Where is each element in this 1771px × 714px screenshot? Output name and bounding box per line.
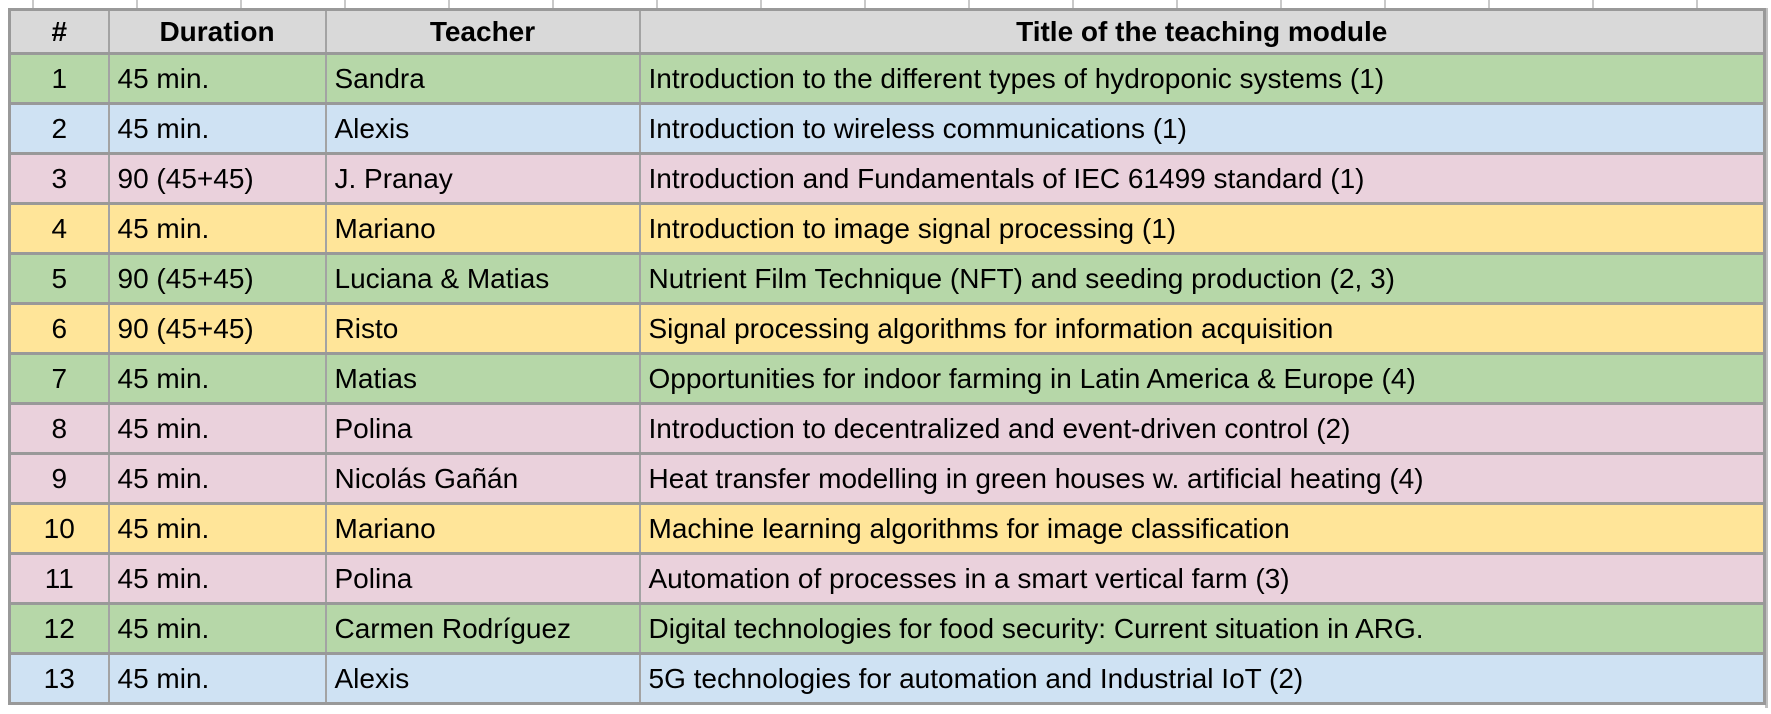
cell-num[interactable]: 10	[10, 504, 109, 554]
header-cell-title[interactable]: Title of the teaching module	[640, 10, 1765, 54]
header-row	[10, 10, 1765, 54]
cell-duration[interactable]: 45 min.	[109, 204, 326, 254]
cell-teacher[interactable]: Alexis	[326, 654, 640, 704]
table-row	[10, 254, 1765, 304]
cell-title[interactable]: Introduction to the different types of hydroponic systems (1)	[640, 54, 1765, 104]
header-cell-duration[interactable]: Duration	[109, 10, 326, 54]
cell-title[interactable]: Introduction to wireless communications (1)	[640, 104, 1765, 154]
table-row	[10, 54, 1765, 104]
cell-duration[interactable]: 90 (45+45)	[109, 154, 326, 204]
cell-num[interactable]: 5	[10, 254, 109, 304]
cell-num[interactable]: 8	[10, 404, 109, 454]
cell-teacher[interactable]: Mariano	[326, 204, 640, 254]
cell-teacher[interactable]: Alexis	[326, 104, 640, 154]
table-row	[10, 154, 1765, 204]
cell-num[interactable]: 7	[10, 354, 109, 404]
cell-num[interactable]: 9	[10, 454, 109, 504]
cell-duration[interactable]: 45 min.	[109, 604, 326, 654]
cell-title[interactable]: Signal processing algorithms for information acquisition	[640, 304, 1765, 354]
table-row	[10, 504, 1765, 554]
cell-title[interactable]: Introduction to decentralized and event-driven control (2)	[640, 404, 1765, 454]
cell-duration[interactable]: 90 (45+45)	[109, 304, 326, 354]
cell-num[interactable]: 3	[10, 154, 109, 204]
header-cell-num[interactable]: #	[10, 10, 109, 54]
cell-duration[interactable]: 45 min.	[109, 404, 326, 454]
table-row	[10, 354, 1765, 404]
cell-duration[interactable]: 45 min.	[109, 554, 326, 604]
cell-num[interactable]: 13	[10, 654, 109, 704]
cell-title[interactable]: Heat transfer modelling in green houses w. artificial heating (4)	[640, 454, 1765, 504]
cell-duration[interactable]: 45 min.	[109, 104, 326, 154]
cell-teacher[interactable]: J. Pranay	[326, 154, 640, 204]
cell-title[interactable]: Machine learning algorithms for image classification	[640, 504, 1765, 554]
cell-teacher[interactable]: Risto	[326, 304, 640, 354]
cell-num[interactable]: 1	[10, 54, 109, 104]
cell-num[interactable]: 4	[10, 204, 109, 254]
table-row	[10, 304, 1765, 354]
cell-title[interactable]: Digital technologies for food security: Current situation in ARG.	[640, 604, 1765, 654]
cell-title[interactable]: Introduction and Fundamentals of IEC 61499 standard (1)	[640, 154, 1765, 204]
cell-title[interactable]: Opportunities for indoor farming in Latin America & Europe (4)	[640, 354, 1765, 404]
cell-teacher[interactable]: Sandra	[326, 54, 640, 104]
cell-num[interactable]: 12	[10, 604, 109, 654]
header-cell-teacher[interactable]: Teacher	[326, 10, 640, 54]
cell-duration[interactable]: 45 min.	[109, 454, 326, 504]
cell-teacher[interactable]: Nicolás Gañán	[326, 454, 640, 504]
cell-title[interactable]: 5G technologies for automation and Industrial IoT (2)	[640, 654, 1765, 704]
table-row	[10, 404, 1765, 454]
cell-teacher[interactable]: Luciana & Matias	[326, 254, 640, 304]
table-row	[10, 554, 1765, 604]
cell-title[interactable]: Nutrient Film Technique (NFT) and seeding production (2, 3)	[640, 254, 1765, 304]
cell-duration[interactable]: 90 (45+45)	[109, 254, 326, 304]
cell-num[interactable]: 11	[10, 554, 109, 604]
table-row	[10, 654, 1765, 704]
cell-num[interactable]: 6	[10, 304, 109, 354]
cell-duration[interactable]: 45 min.	[109, 354, 326, 404]
cell-teacher[interactable]: Matias	[326, 354, 640, 404]
cell-teacher[interactable]: Polina	[326, 404, 640, 454]
cell-duration[interactable]: 45 min.	[109, 654, 326, 704]
cell-duration[interactable]: 45 min.	[109, 504, 326, 554]
cell-teacher[interactable]: Polina	[326, 554, 640, 604]
cell-num[interactable]: 2	[10, 104, 109, 154]
table-row	[10, 104, 1765, 154]
table-row	[10, 604, 1765, 654]
teaching-modules-table	[8, 8, 1766, 705]
cell-teacher[interactable]: Mariano	[326, 504, 640, 554]
table-row	[10, 204, 1765, 254]
cell-title[interactable]: Automation of processes in a smart vertical farm (3)	[640, 554, 1765, 604]
cell-teacher[interactable]: Carmen Rodríguez	[326, 604, 640, 654]
spreadsheet-gridline-strip	[0, 0, 1771, 8]
cell-title[interactable]: Introduction to image signal processing (1)	[640, 204, 1765, 254]
table-row	[10, 454, 1765, 504]
cell-duration[interactable]: 45 min.	[109, 54, 326, 104]
